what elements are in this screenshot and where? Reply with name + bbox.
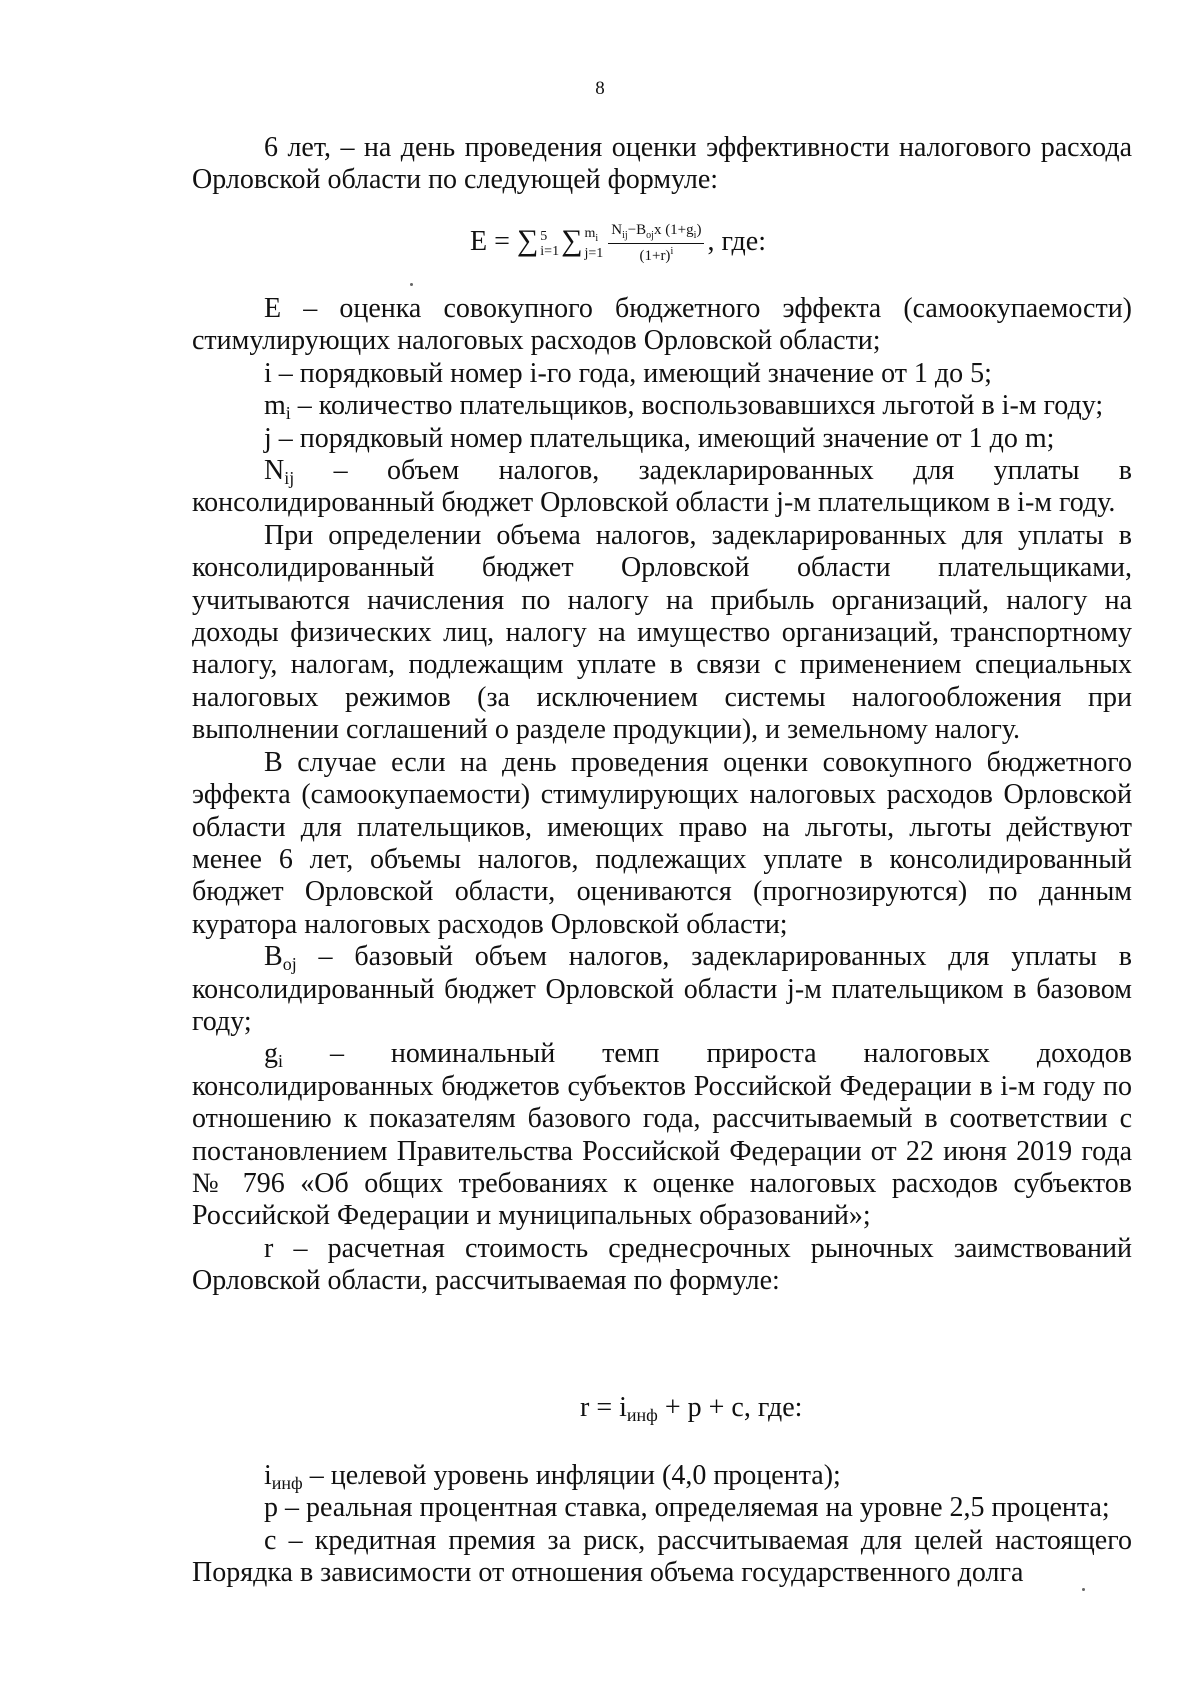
def-b: $B_{oj}$ – базовый объем налогов, задекларированных для уплаты в консолидированный бюджет Орловской области j-м плательщиком в базовом году; (192, 941, 1132, 1037)
fraction-denominator: $(1+r)^i$ (639, 246, 674, 264)
formula-e-lhs: E = (470, 225, 517, 257)
sum-sign-1: ∑ (516, 223, 539, 257)
def-r: r – расчетная стоимость среднесрочных рыночных заимствований Орловской области, рассчитываемая по формуле: (192, 1232, 1132, 1297)
formula-e-suffix: , где: (707, 225, 766, 257)
def-m: $m_i$ – количество плательщиков, воспользовавшихся льготой в i-м году; (264, 390, 1104, 424)
sum1-lower: i=1 (540, 243, 560, 259)
definitions-r-block (192, 1460, 1132, 1590)
sum2-upper: m (584, 226, 596, 242)
sum-sign-2: ∑ (561, 223, 583, 257)
sum1-limits (540, 229, 559, 259)
sum2-limits (584, 226, 603, 261)
intro-paragraph: 6 лет, – на день проведения оценки эффективности налогового расхода Орловской области по следующей формуле: (192, 132, 1132, 196)
fraction-numerator: $N_{ij}-B_{oj}x$ $(1+g_i)$ (608, 222, 704, 244)
sum1-upper: 5 (540, 228, 548, 244)
def-i-inf: $i_{инф}$ – целевой уровень инфляции (4,0 процента); (264, 1460, 841, 1493)
def-p: p – реальная процентная ставка, определяемая на уровне 2,5 процента; (264, 1492, 1110, 1524)
intro-block (192, 132, 1132, 197)
formula-r: $r = i_{инф} + p + c$, где: (580, 1392, 803, 1425)
para-determination: При определении объема налогов, задекларированных для уплаты в консолидированный бюджет Орловской области плательщиками, учитываются начисления по налогу на прибыль организаций, налогу на доходы физических лиц, налогу на имущество организаций, транспортному налогу, налогам, подлежащим уплате в связи с применением специальных налоговых режимов (за исключением системы налогообложения при выполнении соглашений о разделе продукции), и земельному налогу. (192, 519, 1132, 746)
sum2-upper-sub: i (595, 232, 599, 244)
def-n: $N_{ij}$ – объем налогов, задекларированных для уплаты в консолидированный бюджет Орловской области j-м плательщиком в i-м году. (192, 455, 1132, 519)
para-case: В случае если на день проведения оценки совокупного бюджетного эффекта (самоокупаемости) стимулирующих налоговых расходов Орловской области для плательщиков, имеющих право на льготы, льготы действуют менее 6 лет, объемы налогов, подлежащих уплате в консолидированный бюджет Орловской области, оцениваются (прогнозируются) по данным куратора налоговых расходов Орловской области; (192, 746, 1132, 940)
formula-e (470, 222, 766, 265)
def-g: $g_i$ – номинальный темп прироста налоговых доходов консолидированных бюджетов субъектов Российской Федерации в i-м году по отношению к показателям базового года, рассчитываемый в соответствии с постановлением Правительства Российской Федерации от 22 июня 2019 года № 796 «Об общих требованиях к оценке налоговых расходов субъектов Российской Федерации и муниципальных образований»; (192, 1038, 1132, 1232)
page-number: 8 (595, 78, 605, 99)
definitions-block (192, 293, 1132, 1298)
def-e: E – оценка совокупного бюджетного эффекта (самоокупаемости) стимулирующих налоговых расходов Орловской области; (192, 293, 1132, 357)
scan-speck (1082, 1588, 1085, 1591)
def-c: c – кредитная премия за риск, рассчитываемая для целей настоящего Порядка в зависимости от отношения объема государственного долга (192, 1524, 1132, 1589)
scan-speck (410, 283, 413, 286)
formula-e-fraction (608, 222, 704, 265)
sum2-lower: j=1 (584, 245, 604, 261)
def-j: j – порядковый номер плательщика, имеющий значение от 1 до m; (264, 422, 1055, 454)
def-i: i – порядковый номер i-го года, имеющий значение от 1 до 5; (264, 357, 992, 389)
